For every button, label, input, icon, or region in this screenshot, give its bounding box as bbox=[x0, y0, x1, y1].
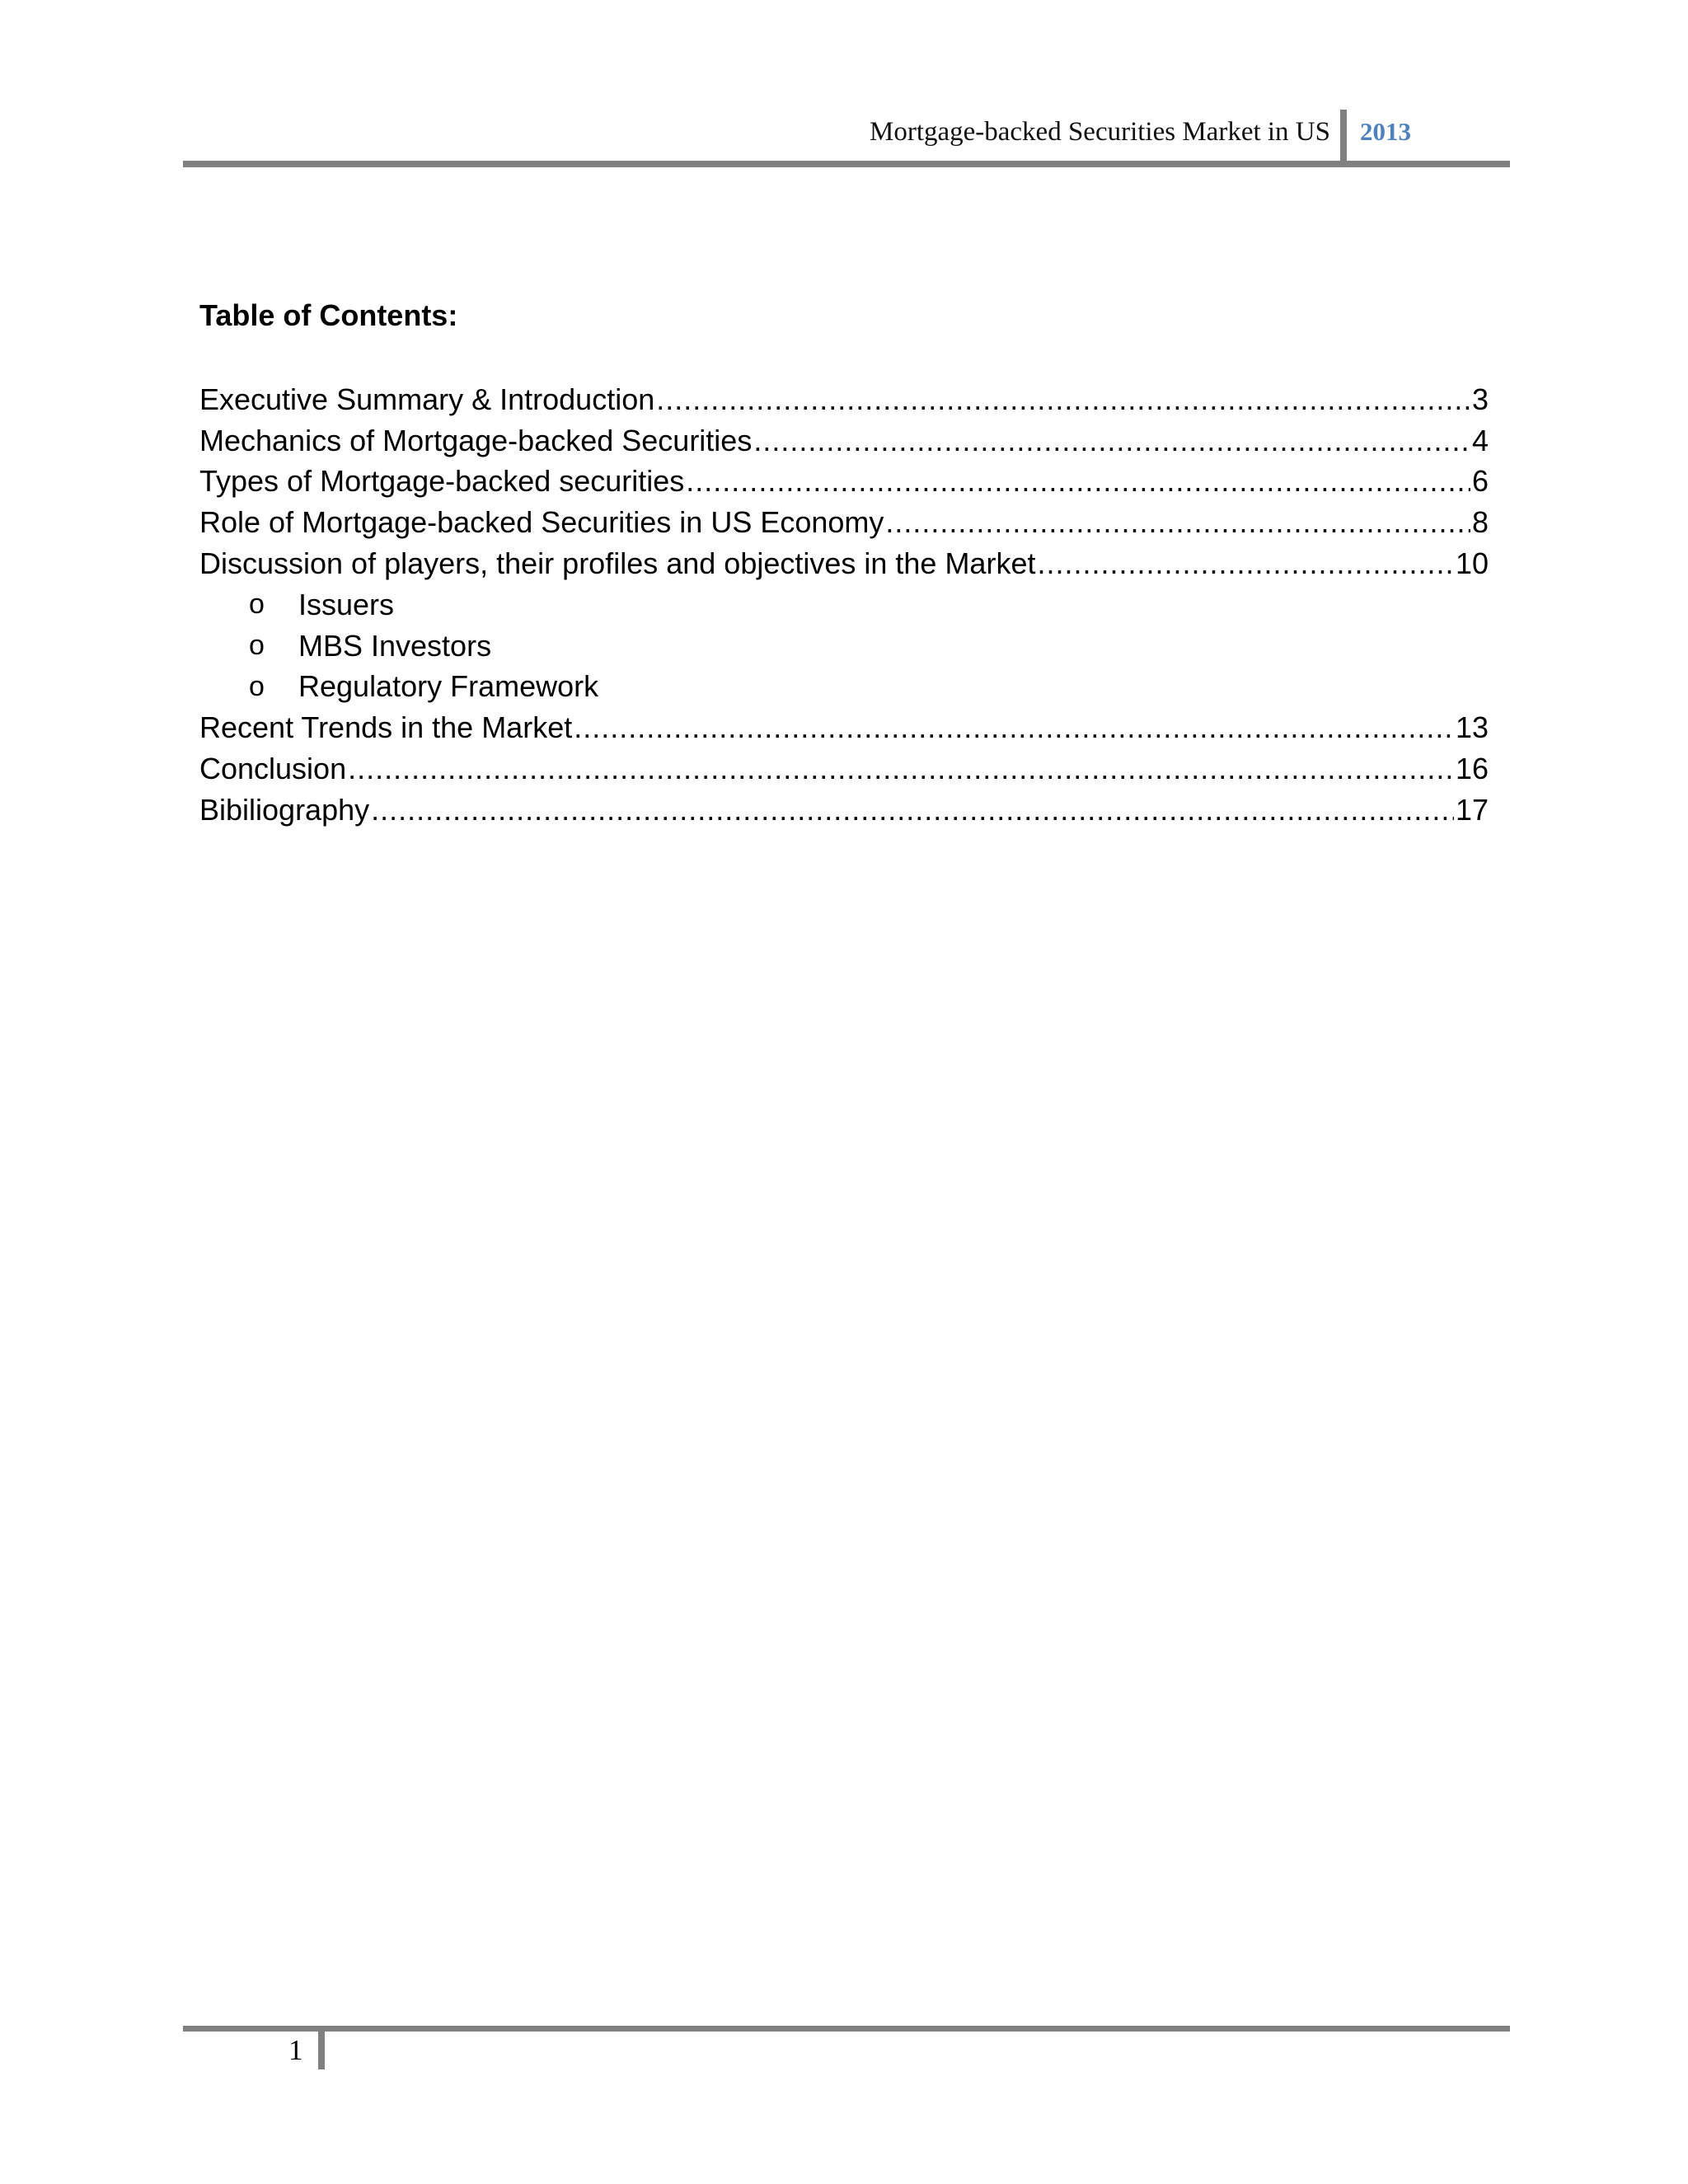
toc-entry-label: Mechanics of Mortgage-backed Securities bbox=[199, 423, 753, 457]
toc-subentry-label: Issuers bbox=[298, 587, 395, 621]
toc-leader bbox=[371, 793, 1454, 827]
toc-entry-mechanics[interactable] bbox=[199, 420, 1489, 462]
header-divider bbox=[1340, 110, 1347, 164]
toc-entry-bibliography[interactable] bbox=[199, 790, 1489, 831]
toc-entry-conclusion[interactable] bbox=[199, 748, 1489, 790]
header-rule bbox=[183, 161, 1510, 167]
toc-entry-page: 16 bbox=[1455, 752, 1489, 786]
bullet-icon: o bbox=[249, 670, 265, 702]
toc-entry-label: Recent Trends in the Market bbox=[199, 710, 573, 745]
toc-subentry-label: Regulatory Framework bbox=[298, 669, 599, 704]
toc-leader bbox=[753, 424, 1470, 458]
toc-heading: Table of Contents: bbox=[199, 298, 458, 332]
bullet-icon: o bbox=[249, 588, 265, 621]
toc-subentry-issuers[interactable] bbox=[199, 584, 1489, 626]
toc-leader bbox=[885, 505, 1470, 540]
toc-entry-page: 3 bbox=[1471, 382, 1489, 416]
table-of-contents bbox=[199, 379, 1489, 831]
toc-leader bbox=[574, 710, 1454, 745]
toc-entry-page: 17 bbox=[1455, 792, 1489, 827]
toc-entry-label: Discussion of players, their profiles and objectives in the Market bbox=[199, 546, 1036, 581]
toc-entry-players[interactable] bbox=[199, 543, 1489, 584]
footer-rule bbox=[183, 2026, 1510, 2032]
toc-entry-label: Executive Summary & Introduction bbox=[199, 382, 655, 416]
header-title: Mortgage-backed Securities Market in US bbox=[869, 117, 1330, 147]
toc-entry-label: Bibiliography bbox=[199, 792, 370, 827]
toc-entry-role[interactable] bbox=[199, 502, 1489, 543]
toc-subentry-regulatory-framework[interactable] bbox=[199, 667, 1489, 708]
toc-leader bbox=[656, 382, 1470, 417]
toc-leader bbox=[1037, 546, 1453, 581]
toc-entry-label: Role of Mortgage-backed Securities in US Economy bbox=[199, 505, 884, 540]
footer-divider bbox=[318, 2032, 325, 2069]
toc-entry-label: Conclusion bbox=[199, 752, 347, 786]
page-header bbox=[183, 104, 1510, 166]
toc-entry-page: 13 bbox=[1455, 710, 1489, 745]
toc-entry-types[interactable] bbox=[199, 462, 1489, 503]
toc-entry-page: 10 bbox=[1455, 546, 1489, 581]
footer-page-number: 1 bbox=[288, 2034, 303, 2066]
toc-entry-page: 4 bbox=[1471, 423, 1489, 457]
toc-subentry-mbs-investors[interactable] bbox=[199, 626, 1489, 667]
toc-entry-label: Types of Mortgage-backed securities bbox=[199, 464, 685, 499]
toc-leader bbox=[686, 464, 1470, 499]
toc-entry-executive-summary[interactable] bbox=[199, 379, 1489, 420]
bullet-icon: o bbox=[249, 630, 265, 662]
toc-subentry-label: MBS Investors bbox=[298, 628, 492, 663]
header-year: 2013 bbox=[1360, 117, 1411, 146]
toc-entry-page: 8 bbox=[1471, 505, 1489, 540]
toc-entry-recent-trends[interactable] bbox=[199, 707, 1489, 748]
toc-leader bbox=[348, 752, 1454, 786]
toc-entry-page: 6 bbox=[1471, 464, 1489, 499]
